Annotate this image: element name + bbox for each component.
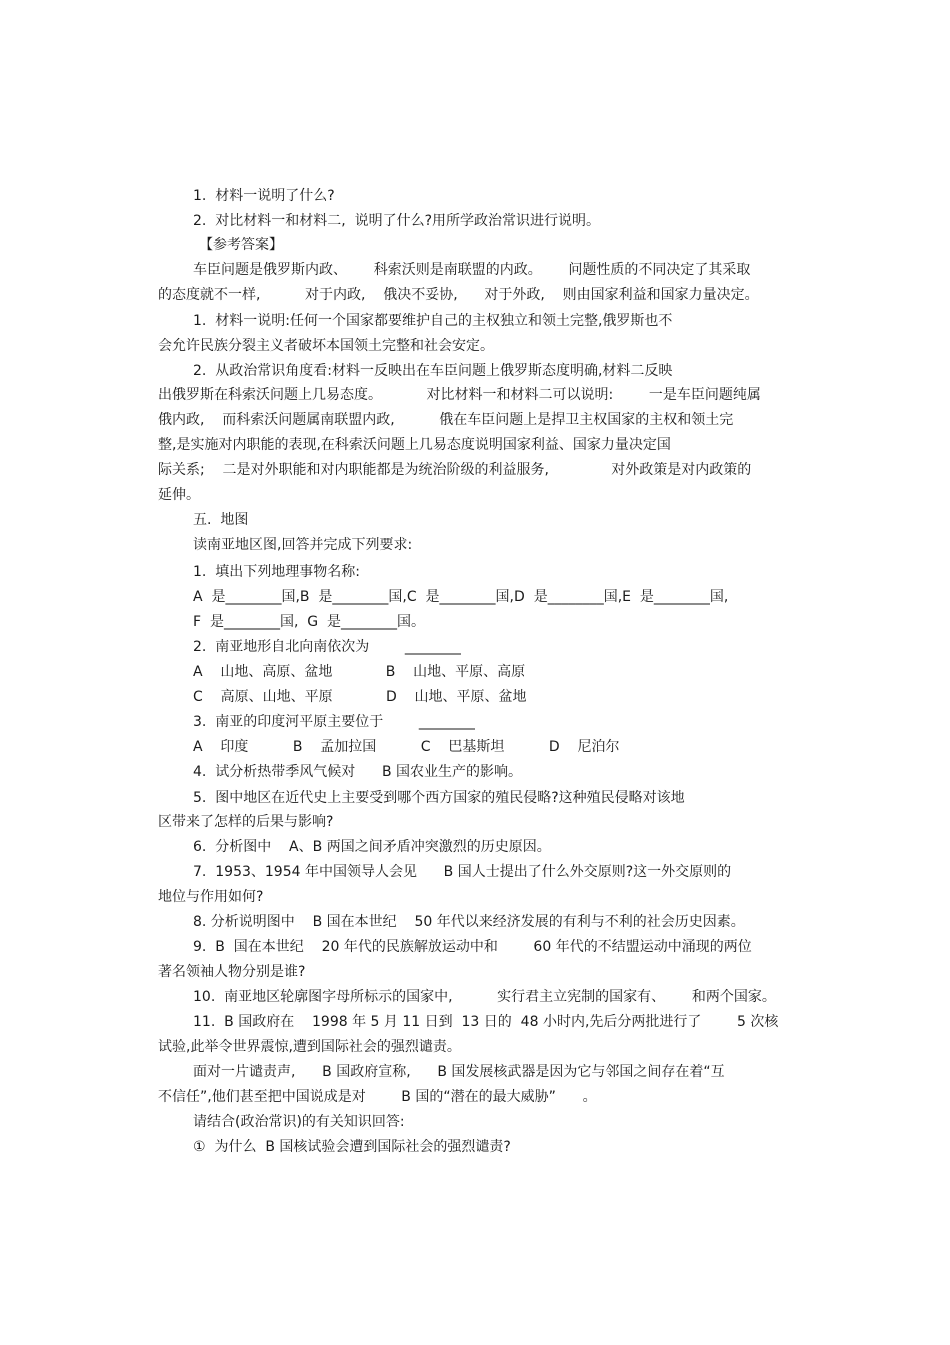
text-line: 读南亚地区图,回答并完成下列要求: (193, 537, 413, 553)
question-line: ① 为什么 B 国核试验会遭到国际社会的强烈谴责? (193, 1139, 511, 1155)
text-line: 区带来了怎样的后果与影响? (158, 814, 334, 830)
question-line: 3. 南亚的印度河平原主要位于 ________ (193, 714, 475, 730)
question-line: 11. B 国政府在 1998 年 5 月 11 日到 13 日的 48 小时内,先后分两批进行了 5 次核 (193, 1014, 779, 1030)
text-line: 际关系; 二是对外职能和对内职能都是为统治阶级的利益服务, 对外政策是对内政策的 (158, 462, 752, 478)
text-line: 地位与作用如何? (158, 889, 264, 905)
fill-blank-line: A 是________国,B 是________国,C 是________国,D 是________国,E 是________国, (193, 589, 729, 605)
fill-blank-line: F 是________国, G 是________国。 (193, 614, 426, 630)
question-line: 8. 分析说明图中 B 国在本世纪 50 年代以来经济发展的有利与不利的社会历史因素。 (193, 914, 745, 930)
question-line: 6. 分析图中 A、B 两国之间矛盾冲突激烈的历史原因。 (193, 839, 551, 855)
text-line: 2. 对比材料一和材料二, 说明了什么?用所学政治常识进行说明。 (193, 213, 601, 229)
text-line: 车臣问题是俄罗斯内政、 科索沃则是南联盟的内政。 问题性质的不同决定了其采取 (193, 262, 751, 278)
question-line: 4. 试分析热带季风气候对 B 国农业生产的影响。 (193, 764, 523, 780)
text-line: 2. 从政治常识角度看:材料一反映出在车臣问题上俄罗斯态度明确,材料二反映 (193, 363, 673, 379)
text-line: 著名领袖人物分别是谁? (158, 964, 306, 980)
question-line: 2. 南亚地形自北向南依次为 ________ (193, 639, 461, 655)
question-line: 5. 图中地区在近代史上主要受到哪个西方国家的殖民侵略?这种殖民侵略对该地 (193, 790, 685, 806)
section-heading: 【参考答案】 (199, 237, 283, 253)
text-line: 延伸。 (158, 487, 200, 503)
option-line: A 印度 B 孟加拉国 C 巴基斯坦 D 尼泊尔 (193, 739, 620, 755)
text-line: 的态度就不一样, 对于内政, 俄决不妥协, 对于外政, 则由国家利益和国家力量决定。 (158, 287, 759, 303)
option-line: A 山地、高原、盆地 B 山地、平原、高原 (193, 664, 526, 680)
text-line: 面对一片谴责声, B 国政府宣称, B 国发展核武器是因为它与邻国之间存在着“互 (193, 1064, 725, 1080)
text-line: 1. 材料一说明:任何一个国家都要维护自己的主权独立和领土完整,俄罗斯也不 (193, 313, 673, 329)
text-line: 请结合(政治常识)的有关知识回答: (193, 1114, 405, 1130)
text-line: 出俄罗斯在科索沃问题上几易态度。 对比材料一和材料二可以说明: 一是车臣问题纯属 (158, 387, 761, 403)
text-line: 俄内政, 而科索沃问题属南联盟内政, 俄在车臣问题上是捍卫主权国家的主权和领土完 (158, 412, 734, 428)
question-line: 10. 南亚地区轮廓图字母所标示的国家中, 实行君主立宪制的国家有、 和两个国家。 (193, 989, 776, 1005)
section-heading: 五. 地图 (193, 512, 249, 528)
question-line: 9. B 国在本世纪 20 年代的民族解放运动中和 60 年代的不结盟运动中涌现的两位 (193, 939, 752, 955)
text-line: 整,是实施对内职能的表现,在科索沃问题上几易态度说明国家利益、国家力量决定国 (158, 437, 671, 453)
option-line: C 高原、山地、平原 D 山地、平原、盆地 (193, 689, 527, 705)
text-line: 不信任”,他们甚至把中国说成是对 B 国的“潜在的最大威胁” 。 (158, 1089, 597, 1105)
text-line: 会允许民族分裂主义者破坏本国领土完整和社会安定。 (158, 338, 494, 354)
question-line: 7. 1953、1954 年中国领导人会见 B 国人士提出了什么外交原则?这一外交原则的 (193, 864, 732, 880)
question-line: 1. 填出下列地理事物名称: (193, 564, 360, 580)
text-line: 1. 材料一说明了什么? (193, 188, 335, 204)
text-line: 试验,此举令世界震惊,遭到国际社会的强烈谴责。 (158, 1039, 461, 1055)
